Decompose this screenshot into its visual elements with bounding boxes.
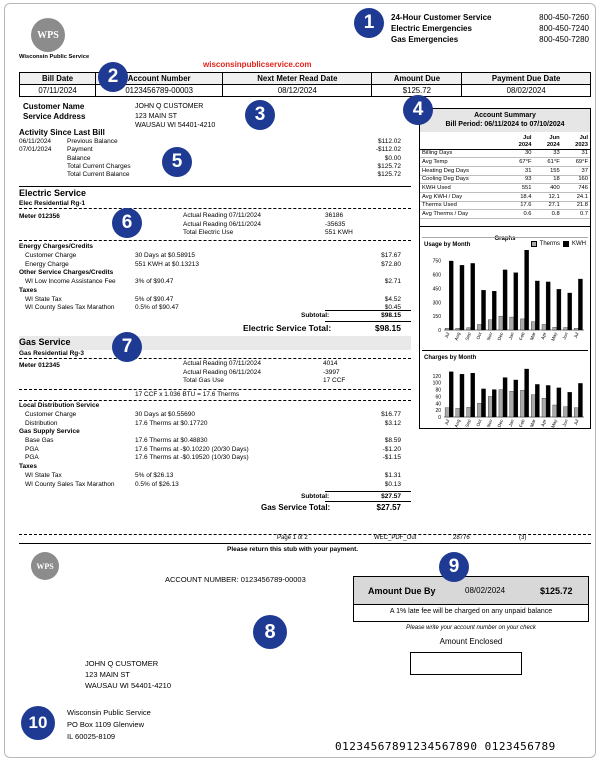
charge-label: WI Low Income Assistance Fee xyxy=(25,278,116,286)
charge-amount: $4.52 xyxy=(384,295,401,303)
electric-total-label: Electric Service Total: xyxy=(243,323,332,333)
charge-calc: 17.6 Therms at -$0.10220 (20/30 Days) xyxy=(135,445,249,453)
y-tick-label: 300 xyxy=(432,300,441,307)
reading-value: -3997 xyxy=(323,368,340,376)
activity-amount: -$112.02 xyxy=(375,146,401,154)
charge-label: Distribution xyxy=(25,419,58,427)
charge-label: WI County Sales Tax Marathon xyxy=(25,480,115,488)
x-tick-label: Jan xyxy=(507,331,515,341)
charge-amount: $0.13 xyxy=(384,480,401,488)
gas-total-label: Gas Service Total: xyxy=(261,503,331,512)
bar-therms xyxy=(488,396,492,417)
charges-by-month-chart xyxy=(422,363,588,431)
charge-amount: -$1.15 xyxy=(382,454,401,462)
callout-2: 2 xyxy=(98,62,128,92)
reading-label: Actual Reading 07/11/2024 xyxy=(183,212,261,219)
amount-enclosed-label: Amount Enclosed xyxy=(439,637,503,646)
x-tick-label: Jun xyxy=(561,331,569,341)
bar-kwh xyxy=(514,273,518,330)
stub-customer-address: JOHN Q CUSTOMER 123 MAIN ST WAUSAU WI 54401-4210 xyxy=(85,659,172,690)
bar-kwh xyxy=(460,265,464,330)
reading-value: 4014 xyxy=(323,360,338,367)
summary-table xyxy=(420,132,590,219)
bar-therms xyxy=(445,408,449,417)
activity-amount: $112.02 xyxy=(377,138,401,145)
bar-therms xyxy=(499,390,503,417)
activity-amount: $0.00 xyxy=(384,154,401,162)
summary-row: Billing Days 30 33 31 xyxy=(422,150,588,157)
charge-label: Base Gas xyxy=(25,437,54,445)
bar-therms xyxy=(477,403,481,417)
summary-col-header: Jul 2023 xyxy=(562,132,590,149)
x-tick-label: Apr xyxy=(540,331,548,341)
reading-value: 551 KWH xyxy=(325,229,353,236)
callout-1: 1 xyxy=(354,8,384,38)
section-heading: Energy Charges/Credits xyxy=(19,243,94,250)
usage-by-month-chart xyxy=(422,250,588,344)
bar-kwh xyxy=(557,388,561,417)
bar-kwh xyxy=(460,374,464,417)
summary-row: Avg Therms / Day 0.6 0.8 0.7 xyxy=(422,211,588,218)
x-tick-label: Oct xyxy=(475,331,483,341)
x-tick-label: Nov xyxy=(485,331,494,342)
gas-rate: Gas Residential Rg-3 xyxy=(19,350,85,357)
charge-amount: $72.80 xyxy=(381,260,401,268)
bar-kwh xyxy=(535,281,539,330)
callout-7: 7 xyxy=(112,332,142,362)
summary-row: Therms Used 17.6 27.1 21.8 xyxy=(422,202,588,209)
bar-kwh xyxy=(535,384,539,417)
section-heading: Taxes xyxy=(19,463,37,470)
summary-row: Heating Deg Days 31 155 37 xyxy=(422,167,588,174)
subtotal-label: Subtotal: xyxy=(301,493,330,500)
charge-calc: 30 Days at $0.55690 xyxy=(135,411,195,418)
x-tick-label: Jan xyxy=(507,418,515,428)
bar-kwh xyxy=(449,261,453,330)
electric-rate: Elec Residential Rg-1 xyxy=(19,200,86,207)
bar-kwh xyxy=(503,270,507,330)
charge-amount: -$1.20 xyxy=(382,445,401,453)
bar-kwh xyxy=(568,293,572,330)
x-tick-label: Jul xyxy=(572,418,580,426)
subtotal-label: Subtotal: xyxy=(301,312,330,319)
activity-date: 06/11/2024 xyxy=(19,138,52,145)
y-tick-label: 600 xyxy=(432,272,441,279)
bar-therms xyxy=(564,407,568,417)
activity-label: Balance xyxy=(67,154,91,162)
activity-amount: $125.72 xyxy=(377,171,401,179)
account-summary: Account Summary Bill Period: 06/11/2024 to 07/10/2024 Jul 2024 Jun 2024 Jul 2023 Billing Days 30 33 31 Avg Temp 67°F 61°F 69°F Heating Deg Days 31 155 37 Cooling Deg Days 93 18 160 KWH Used 551 400 746 Avg KWH / Day 18.4 12.1 24.1 Therms Used 17.6 27.1 21.8 Avg Therms / Day 0.6 0.8 0.7 Graphs Usage by Month Therms KWH 0 150 300 450 600 750 Jul Aug Sep Oct Nov Dec Jan Feb Mar Apr May Jun Jul Charges by Month 0 20 40 60 80 100 120 Jul Aug Sep Oct Nov Dec Jan Feb Mar Apr May Jun Jul xyxy=(419,108,591,429)
bar-therms xyxy=(531,395,535,417)
bar-kwh xyxy=(546,282,550,330)
charge-amount: $1.31 xyxy=(384,472,401,479)
summary-row: Cooling Deg Days 93 18 160 xyxy=(422,176,588,183)
section-heading: Taxes xyxy=(19,286,37,294)
bill-page: WPS Wisconsin Public Service 1 24-Hour Customer Service 800-450-7260 Electric Emergencies 800-450-7240 Gas Emergencies 800-450-7280 wisconsinpublicservice.com Bill Date Account Number Next Meter Read Date Amount Due Payment Due Date 07/11/2024 0123456789-00003 08/12/2024 $125.72 08/02/2024 2 Customer Name Service Address JOHN Q CUSTOMER 123 MAIN ST WAUSAU WI 54401-4210 3 Activity Since Last Bill 06/11/2024 Previous Balance $112.02 07/01/2024 Payment -$112.02 Balance $0.00 Total Current Charges $125.72 Total Current Balance $125.72 5 Electric Service Elec Residential Rg-1 Meter 012356 Actual Reading 07/11/2024 36186 Actual Reading 06/11/2024 -35635 Total Electric Use 551 KWH 6 Energy Charges/Credits Customer Charge 30 Days at $0.58915 $17.67 Energy Charge 551 KWH at $0.13213 $72.80 Other Service Charges/Credits WI Low Income Assistance Fee 3% of $90.47 $2.71 Taxes WI State Tax 5% of $90.47 $4.52 WI County Sales Tax Marathon 0.5% of $90.47 $0.45 Subtotal: $98.15 Electric Service Total: $98.15 Gas Service Gas Residential Rg-3 Meter 012345 Actual Reading 07/11/2024 4014 Actual Reading 06/11/2024 -3997 Total Gas Use 17 CCF 7 17 CCF x 1.036 BTU = 17.6 Therms Local Distribution Service Customer Charge 30 Days at $0.55690 $16.77 Distribution 17.6 Therms at $0.17720 $3.12 Gas Supply Service Base Gas 17.6 Therms at $0.48830 $8.59 PGA 17.6 Therms at -$0.10220 (20/30 Days) -$1.20 PGA 17.6 Therms at -$0.19520 (10/30 Days) -$1.15 Taxes WI State Tax 5% of $26.13 $1.31 WI County Sales Tax Marathon 0.5% of $26.13 $0.13 Subtotal: $27.57 Gas Service Total: $27.57 Account Summary Bill Period: 06/11/2024 to 07/10/2024 Jul 2024 Jun 2024 Jul 2023 Billing Days 30 33 31 Avg Temp 67°F 61°F 69°F Heating Deg Days 31 155 37 Cooling Deg Days 93 18 160 KWH Used 551 400 746 Avg KWH / Day 18.4 12.1 24.1 Therms Used 17.6 27.1 21.8 Avg Therms / Day 0.6 0.8 0.7 Graphs Usage by Month Therms KWH 0 150 300 450 600 750 Jul Aug Sep Oct Nov Dec Jan Feb Mar Apr May Jun Jul Charges by Month 0 20 40 60 80 100 120 Jul Aug Sep Oct Nov Dec Jan Feb Mar Apr May Jun Jul 4 Page 1 of 2 WEC_PDF_Out 28776 (3) Please return this stub with your payment. WPS ACCOUNT NUMBER: 0123456789-00003 Amount Due By 08/02/2024 $125.72 A 1% late fee will be charged on any unpaid balance 9 Please write your account number on your check Amount Enclosed 8 JOHN Q CUSTOMER 123 MAIN ST WAUSAU WI 54401-4210 10 Wisconsin Public Service PO Box 1109 Glenview IL 60025-8109 01234567891234567890 0123456789 xyxy=(4,3,596,758)
section-heading: Other Service Charges/Credits xyxy=(19,269,114,277)
x-tick-label: Sep xyxy=(464,418,472,429)
x-tick-label: Sep xyxy=(464,331,472,342)
activity-amount: $125.72 xyxy=(377,162,401,170)
y-tick-label: 0 xyxy=(438,328,441,334)
y-tick-label: 80 xyxy=(435,387,441,394)
charge-label: Customer Charge xyxy=(25,252,77,259)
reading-value: 36186 xyxy=(325,212,344,219)
wps-logo-icon: WPS xyxy=(31,18,65,52)
bar-kwh xyxy=(578,383,582,417)
electric-meter: Meter 012356 xyxy=(19,213,60,220)
reading-label: Actual Reading 06/11/2024 xyxy=(183,220,261,228)
bar-therms xyxy=(520,390,524,417)
charge-calc: 3% of $90.47 xyxy=(135,278,174,286)
callout-8: 8 xyxy=(253,615,287,649)
bar-therms xyxy=(456,328,460,330)
usage-legend: Therms KWH xyxy=(531,241,586,247)
x-tick-label: Mar xyxy=(529,418,537,428)
x-tick-label: Dec xyxy=(496,418,505,429)
callout-5: 5 xyxy=(162,147,192,177)
charge-calc: 5% of $90.47 xyxy=(135,295,174,303)
section-heading: Local Distribution Service xyxy=(19,402,100,409)
y-tick-label: 60 xyxy=(435,394,441,401)
charge-calc: 5% of $26.13 xyxy=(135,472,174,479)
charge-amount: $0.45 xyxy=(384,304,401,312)
charge-amount: $17.67 xyxy=(381,252,401,259)
bar-therms xyxy=(477,324,481,330)
x-tick-label: Jul xyxy=(443,331,451,339)
activity-title: Activity Since Last Bill xyxy=(19,128,105,137)
bar-therms xyxy=(574,328,578,330)
bar-kwh xyxy=(481,290,485,330)
summary-row: KWH Used 551 400 746 xyxy=(422,185,588,192)
charge-label: WI State Tax xyxy=(25,295,62,303)
charge-calc: 17.6 Therms at $0.17720 xyxy=(135,419,208,427)
callout-9: 9 xyxy=(439,552,469,582)
gas-meter: Meter 012345 xyxy=(19,362,60,369)
activity-label: Previous Balance xyxy=(67,138,118,145)
bar-therms xyxy=(488,320,492,330)
electric-total-value: $98.15 xyxy=(375,323,401,333)
reading-label: Actual Reading 07/11/2024 xyxy=(183,360,261,367)
charge-amount: $2.71 xyxy=(384,278,401,286)
y-tick-label: 0 xyxy=(438,415,441,421)
x-tick-label: Aug xyxy=(453,418,462,429)
charge-label: Customer Charge xyxy=(25,411,77,418)
y-tick-label: 40 xyxy=(435,401,441,408)
wps-stub-logo-icon: WPS xyxy=(31,552,59,580)
bar-therms xyxy=(542,398,546,417)
usage-chart-title: Usage by Month xyxy=(424,242,471,248)
bar-therms xyxy=(499,316,503,330)
x-tick-label: Nov xyxy=(485,418,494,429)
charge-label: WI State Tax xyxy=(25,472,62,479)
bar-kwh xyxy=(471,263,475,330)
amount-due-box: Amount Due By 08/02/2024 $125.72 A 1% late fee will be charged on any unpaid balance xyxy=(353,576,589,622)
charge-amount: $16.77 xyxy=(381,411,401,418)
y-tick-label: 20 xyxy=(435,408,441,415)
contact-gas: Gas Emergencies 800-450-7280 xyxy=(391,35,589,44)
scanline: 01234567891234567890 0123456789 xyxy=(335,740,556,753)
bar-kwh xyxy=(578,279,582,330)
bar-therms xyxy=(456,408,460,417)
bill-header-table: Bill Date Account Number Next Meter Read Date Amount Due Payment Due Date 07/11/2024 0123456789-00003 08/12/2024 $125.72 08/02/2024 xyxy=(19,72,591,97)
y-tick-label: 120 xyxy=(432,373,441,380)
x-tick-label: May xyxy=(550,331,559,342)
callout-6: 6 xyxy=(112,208,142,238)
charge-calc: 30 Days at $0.58915 xyxy=(135,252,195,259)
bar-kwh xyxy=(546,385,550,417)
gas-title: Gas Service xyxy=(19,337,71,347)
x-tick-label: Feb xyxy=(518,418,526,428)
y-tick-label: 450 xyxy=(432,286,441,293)
x-tick-label: Jun xyxy=(561,418,569,428)
activity-date: 07/01/2024 xyxy=(19,146,52,154)
company-name: Wisconsin Public Service xyxy=(19,54,90,60)
stub-account-number: ACCOUNT NUMBER: 0123456789-00003 xyxy=(165,575,306,584)
return-stub-text: Please return this stub with your payment. xyxy=(227,546,359,553)
charge-calc: 0.5% of $26.13 xyxy=(135,480,179,488)
y-tick-label: 150 xyxy=(432,314,441,321)
bar-kwh xyxy=(514,380,518,417)
bar-therms xyxy=(510,317,514,330)
charge-label: Energy Charge xyxy=(25,260,69,268)
callout-10: 10 xyxy=(21,706,55,740)
bar-therms xyxy=(574,408,578,417)
activity-label: Total Current Balance xyxy=(67,171,130,179)
bar-kwh xyxy=(503,378,507,417)
subtotal-value: $98.15 xyxy=(381,312,401,319)
summary-col-header: Jun 2024 xyxy=(534,132,562,149)
summary-row: Avg KWH / Day 18.4 12.1 24.1 xyxy=(422,193,588,200)
electric-title: Electric Service xyxy=(19,188,87,198)
x-tick-label: Feb xyxy=(518,331,526,341)
summary-col-header: Jul 2024 xyxy=(505,132,533,149)
x-tick-label: Oct xyxy=(475,418,483,428)
subtotal-value: $27.57 xyxy=(381,493,401,500)
reading-label: Total Electric Use xyxy=(183,229,234,236)
bar-therms xyxy=(445,328,449,330)
summary-row: Avg Temp 67°F 61°F 69°F xyxy=(422,159,588,166)
bar-kwh xyxy=(492,291,496,330)
charge-calc: 17.6 Therms at $0.48830 xyxy=(135,437,208,445)
callout-4: 4 xyxy=(403,95,433,125)
amount-enclosed-input[interactable] xyxy=(410,652,522,675)
reading-value: -35635 xyxy=(325,220,346,228)
bar-therms xyxy=(467,407,471,417)
website-link[interactable]: wisconsinpublicservice.com xyxy=(203,60,312,69)
customer-labels: Customer Name Service Address xyxy=(23,102,86,121)
bar-therms xyxy=(564,328,568,330)
write-account-note: Please write your account number on your check xyxy=(406,625,536,631)
bar-therms xyxy=(542,324,546,330)
graphs-title: Graphs xyxy=(420,226,590,245)
contact-customer-service: 24-Hour Customer Service 800-450-7260 xyxy=(391,13,589,22)
charge-calc: 551 KWH at $0.13213 xyxy=(135,260,199,268)
charge-calc: 0.5% of $90.47 xyxy=(135,304,179,312)
y-tick-label: 750 xyxy=(432,258,441,265)
x-tick-label: Jul xyxy=(572,331,580,339)
bar-kwh xyxy=(481,389,485,417)
remit-address: Wisconsin Public Service PO Box 1109 Glenview IL 60025-8109 xyxy=(67,708,151,741)
bar-therms xyxy=(467,328,471,330)
x-tick-label: Dec xyxy=(496,331,505,342)
bar-kwh xyxy=(471,373,475,417)
charge-label: PGA xyxy=(25,454,39,462)
reading-value: 17 CCF xyxy=(323,377,346,385)
charge-label: PGA xyxy=(25,445,39,453)
gas-conversion: 17 CCF x 1.036 BTU = 17.6 Therms xyxy=(135,391,240,398)
gas-total-value: $27.57 xyxy=(376,503,401,512)
bar-therms xyxy=(553,405,557,417)
bar-therms xyxy=(553,327,557,330)
x-tick-label: Mar xyxy=(529,331,537,341)
reading-label: Total Gas Use xyxy=(183,377,224,385)
customer-values: JOHN Q CUSTOMER 123 MAIN ST WAUSAU WI 54401-4210 xyxy=(135,103,216,129)
bar-kwh xyxy=(492,390,496,417)
section-heading: Gas Supply Service xyxy=(19,428,80,436)
bar-kwh xyxy=(449,372,453,417)
bar-kwh xyxy=(568,392,572,417)
x-tick-label: May xyxy=(550,418,559,429)
x-tick-label: Jul xyxy=(443,418,451,426)
charge-amount: $3.12 xyxy=(384,419,401,427)
charge-amount: $8.59 xyxy=(384,437,401,445)
charges-chart-title: Charges by Month xyxy=(424,355,477,361)
x-tick-label: Apr xyxy=(540,418,548,428)
bar-kwh xyxy=(525,250,529,330)
bar-therms xyxy=(520,319,524,330)
contact-electric: Electric Emergencies 800-450-7240 xyxy=(391,24,589,33)
bar-therms xyxy=(510,391,514,417)
bar-kwh xyxy=(557,289,561,330)
callout-3: 3 xyxy=(245,100,275,130)
activity-label: Total Current Charges xyxy=(67,162,131,170)
bar-therms xyxy=(531,322,535,330)
reading-label: Actual Reading 06/11/2024 xyxy=(183,368,261,376)
charge-calc: 17.6 Therms at -$0.19520 (10/30 Days) xyxy=(135,454,249,462)
charge-label: WI County Sales Tax Marathon xyxy=(25,304,115,312)
x-tick-label: Aug xyxy=(453,331,462,342)
activity-label: Payment xyxy=(67,146,93,154)
y-tick-label: 100 xyxy=(432,380,441,387)
bar-kwh xyxy=(525,369,529,417)
